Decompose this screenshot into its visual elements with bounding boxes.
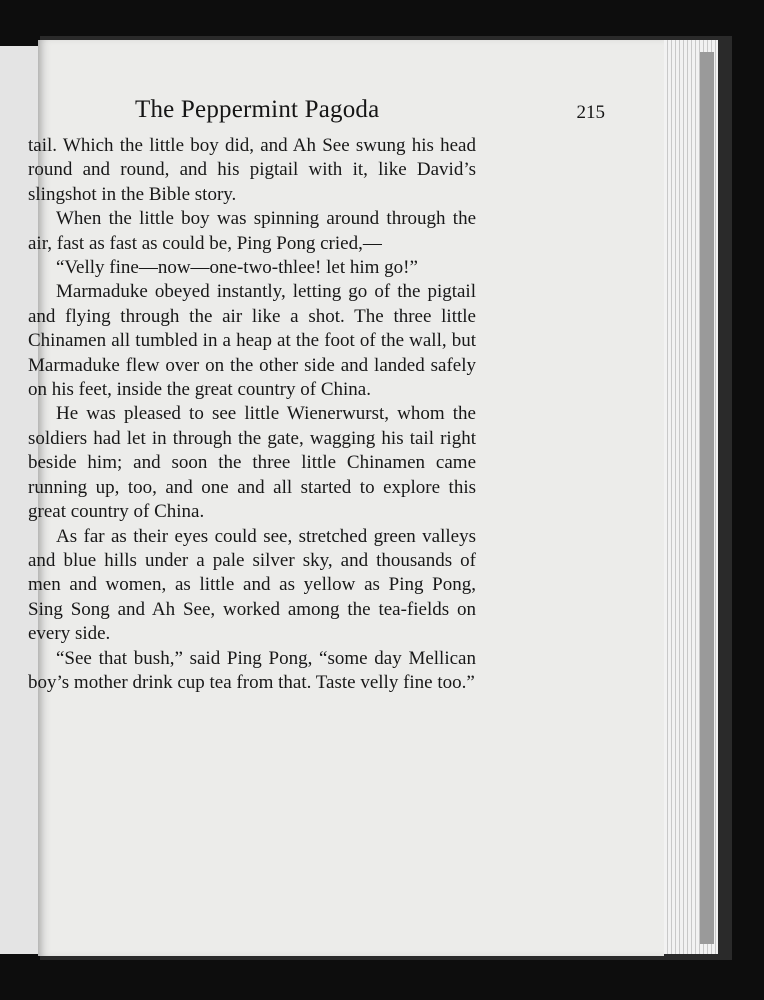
body-text xyxy=(28,134,476,695)
paragraph: tail. Which the little boy did, and Ah See swung his head round and round, and his pigtail with it, like David’s slingshot in the Bible story. xyxy=(28,135,476,205)
paragraph: He was pleased to see little Wienerwurst, whom the soldiers had let in through the gate, wagging his tail right beside him; and soon the three little Chinamen came running up, too, and one and all started to explore this great country of China. xyxy=(28,403,476,523)
paragraph: When the little boy was spinning around through the air, fast as fast as could be, Ping Pong cried,— xyxy=(28,208,476,254)
page-number: 215 xyxy=(576,102,605,123)
paragraph: As far as their eyes could see, stretched green valleys and blue hills under a pale silver sky, and thousands of men and women, as little and as yellow as Ping Pong, Sing Song and Ah See, worked among the tea-fields on every side. xyxy=(28,525,476,645)
paragraph: “Velly fine—now—one-two-thlee! let him go!” xyxy=(56,257,418,279)
running-head xyxy=(135,96,615,130)
book-title: The Peppermint Pagoda xyxy=(135,96,380,123)
paragraph: Marmaduke obeyed instantly, letting go of the pigtail and flying through the air like a shot. The three little Chinamen all tumbled in a heap at the foot of the wall, but Marmaduke flew over on the other side and landed safely on his feet, inside the great country of China. xyxy=(28,281,476,401)
page-stack-shadow xyxy=(700,52,714,944)
paragraph: “See that bush,” said Ping Pong, “some day Mellican boy’s mother drink cup tea from that. Taste velly fine too.” xyxy=(28,647,476,693)
